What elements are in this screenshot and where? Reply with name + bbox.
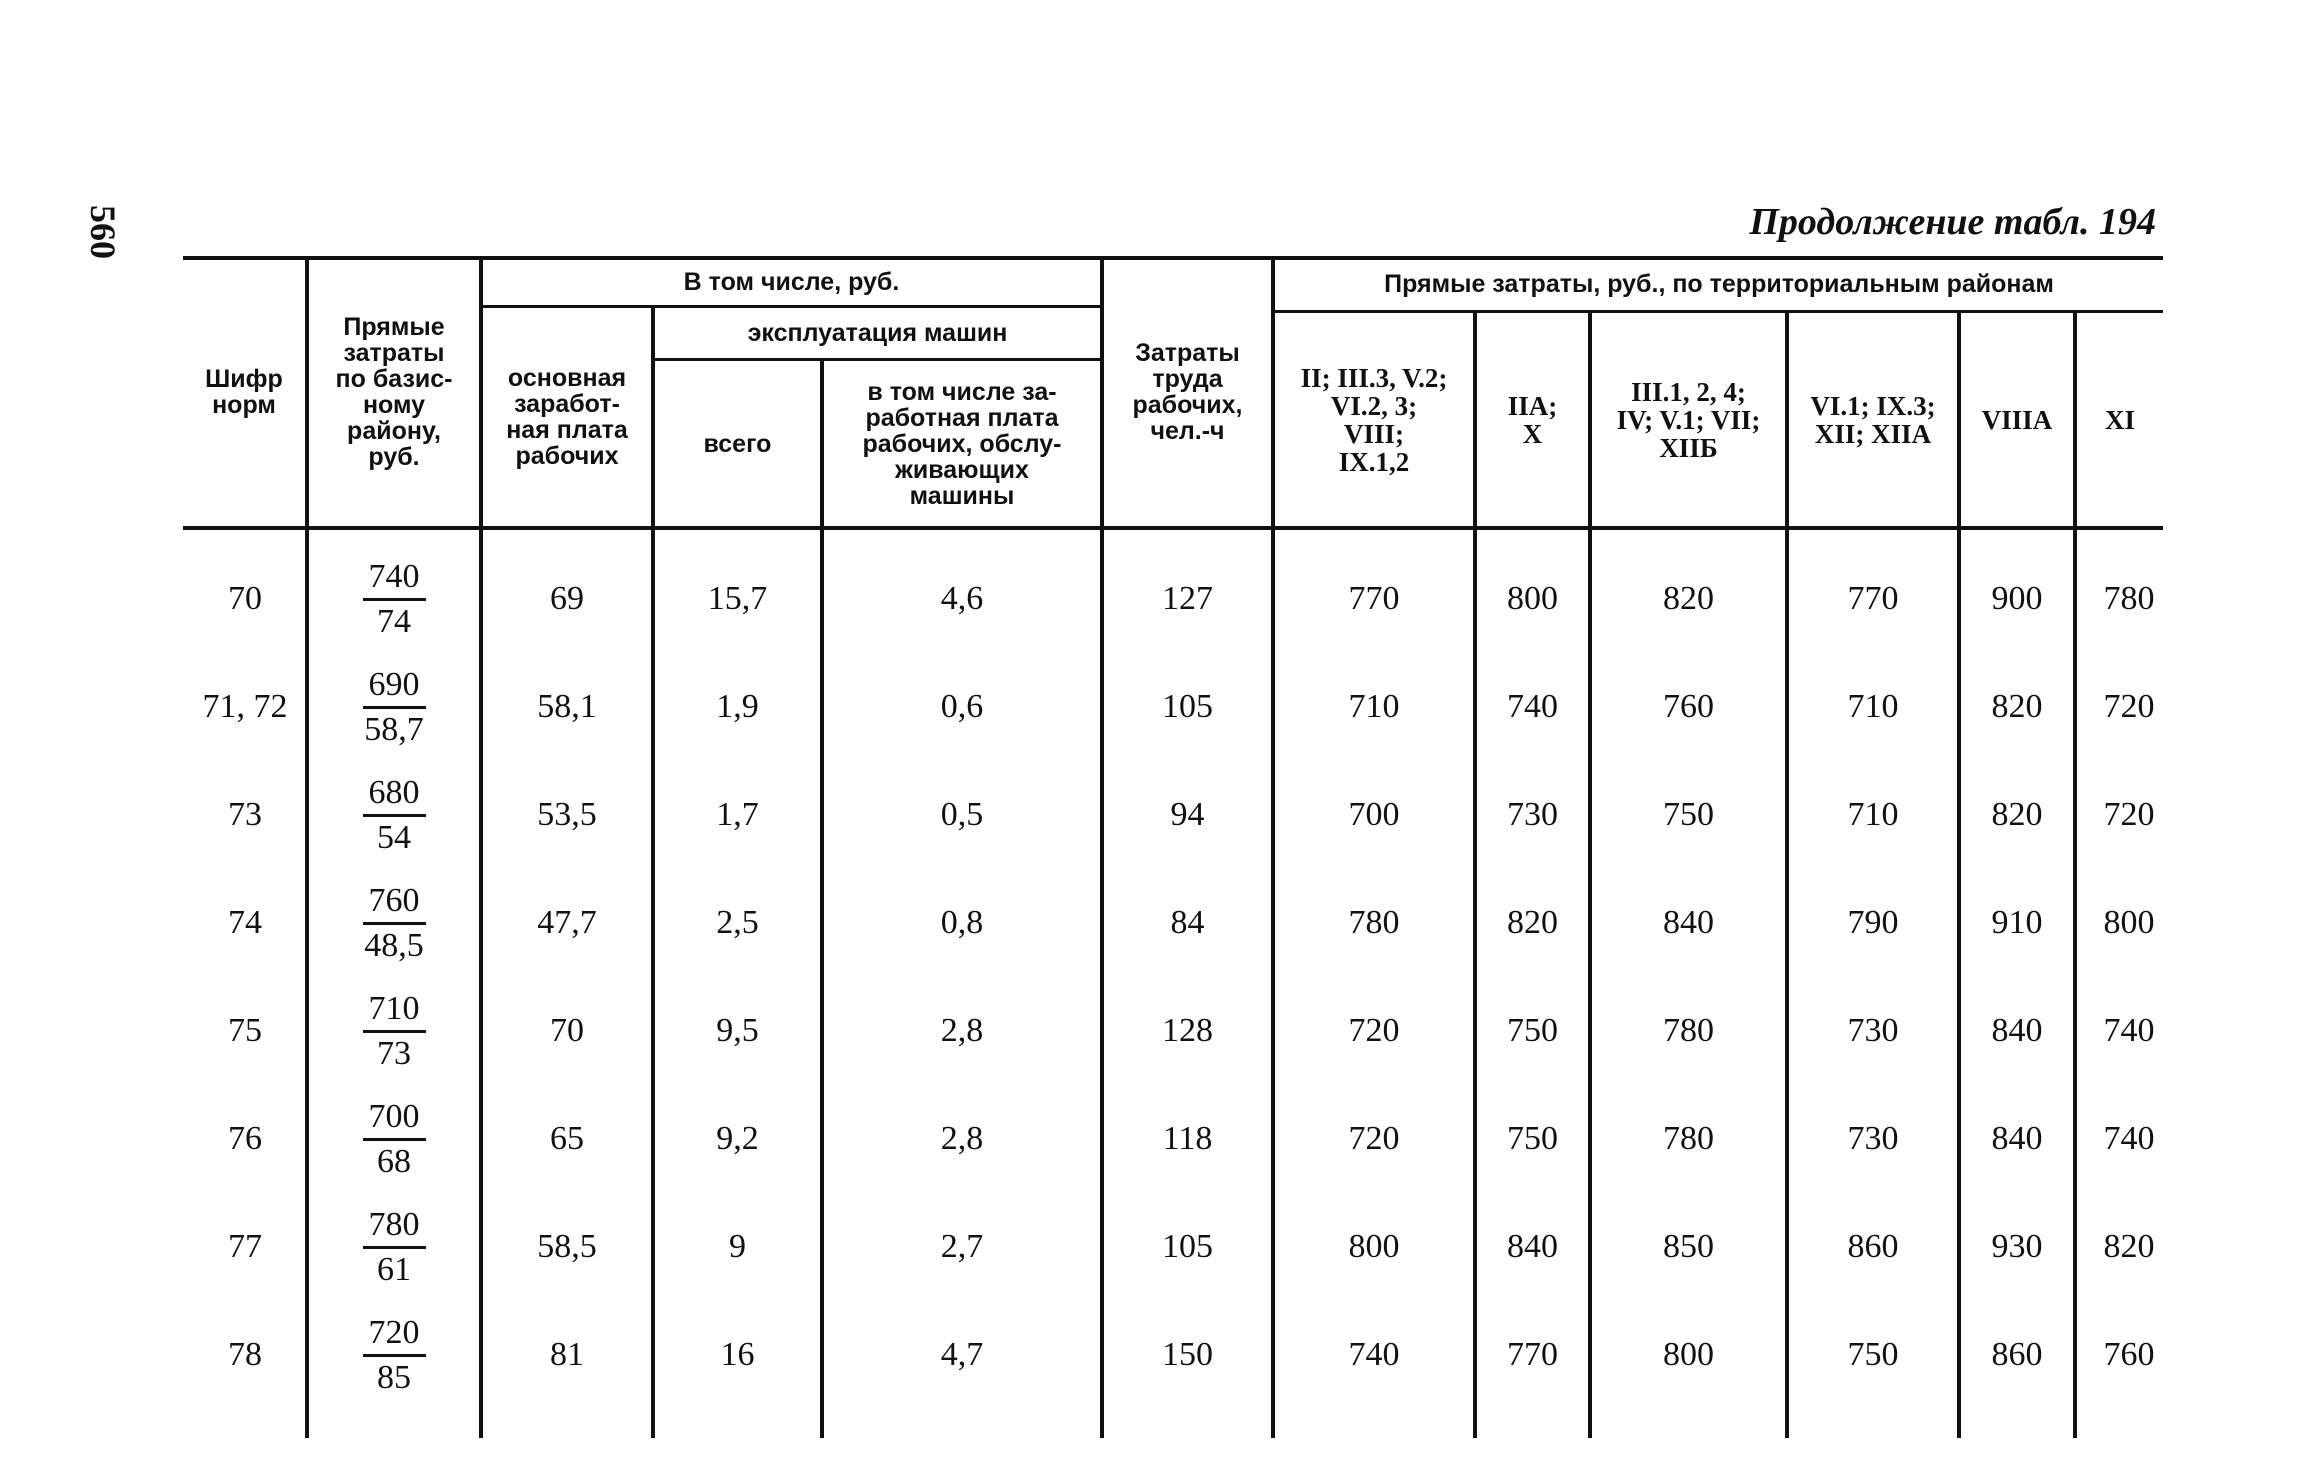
row-direct-base [307,869,481,977]
fraction-numerator: 780 [363,1204,426,1249]
table-row [183,653,2183,761]
row-region-6: 800 [2103,904,2155,941]
row-direct-base [307,1085,481,1193]
row-code: 70 [228,580,262,617]
table-row [183,1193,2183,1301]
row-basic-wage: 65 [550,1120,584,1157]
row-machine-total: 9 [729,1228,746,1265]
row-machine-total: 9,5 [716,1012,759,1049]
fraction-denominator: 74 [377,602,411,640]
row-region-1: 700 [1348,796,1400,833]
row-labor: 105 [1162,688,1213,725]
header-region-6: XI [2104,404,2135,435]
row-region-4: 790 [1847,904,1899,941]
row-machine-total: 15,7 [707,580,768,617]
row-machine-wage: 2,7 [940,1228,984,1265]
data-table [183,545,2183,1409]
row-region-5: 910 [1991,904,2043,941]
row-region-4: 710 [1847,688,1899,725]
row-region-2: 730 [1507,796,1558,833]
row-region-1: 780 [1348,904,1400,941]
row-region-4: 770 [1847,580,1899,617]
row-region-6: 780 [2103,580,2155,617]
table-row [183,1301,2183,1409]
row-labor: 128 [1162,1012,1213,1049]
header-region-5: VIIIА [1981,404,2053,435]
direct-base-fraction [363,1312,426,1399]
row-region-5: 860 [1991,1336,2043,1373]
row-basic-wage: 69 [550,580,584,617]
row-basic-wage: 70 [550,1012,584,1049]
fraction-numerator: 740 [363,556,426,601]
row-region-5: 840 [1991,1012,2043,1049]
row-basic-wage: 53,5 [537,796,597,833]
row-basic-wage: 58,1 [537,688,597,725]
row-region-6: 720 [2103,796,2155,833]
row-machine-total: 16 [720,1336,755,1373]
fraction-denominator: 85 [377,1358,411,1396]
direct-base-fraction [363,988,426,1075]
row-machine-wage: 4,7 [940,1336,984,1373]
table-row [183,1085,2183,1193]
row-region-3: 750 [1663,796,1714,833]
row-region-5: 840 [1991,1120,2043,1157]
row-region-4: 750 [1847,1336,1899,1373]
direct-base-fraction [363,1204,426,1291]
table-row [183,977,2183,1085]
fraction-denominator: 48,5 [364,926,424,964]
header-machine-wage: в том числе за- работная плата рабочих, обслу- живающих машины [862,377,1062,510]
row-region-5: 820 [1991,796,2043,833]
header-region-1: II; III.3, V.2; VI.2, 3; VIII; IX.1,2 [1300,362,1448,477]
row-code: 77 [228,1228,262,1265]
direct-base-fraction [358,664,430,751]
fraction-denominator: 73 [377,1034,411,1072]
row-region-1: 710 [1348,688,1400,725]
row-machine-total: 2,5 [716,904,759,941]
fraction-denominator: 61 [377,1250,411,1288]
header-regions-title: Прямые затраты, руб., по территориальным районам [1384,270,2054,298]
row-code: 74 [228,904,262,941]
row-region-3: 820 [1663,580,1714,617]
header-code: Шифр норм [205,365,283,419]
row-labor: 94 [1170,796,1205,833]
row-basic-wage: 47,7 [537,904,597,941]
fraction-numerator: 760 [363,880,426,925]
fraction-numerator: 700 [363,1096,426,1141]
row-region-6: 740 [2103,1012,2155,1049]
row-machine-wage: 2,8 [940,1120,984,1157]
direct-base-fraction [363,1096,426,1183]
row-region-5: 930 [1991,1228,2043,1265]
header-region-4: VI.1; IX.3; XII; XIIА [1810,390,1936,449]
row-region-2: 750 [1507,1012,1558,1049]
header-direct-base: Прямые затраты по базис- ному району, руб. [335,313,453,471]
row-region-4: 730 [1847,1012,1899,1049]
header-region-2: IIА; X [1507,390,1558,449]
row-machine-wage: 4,6 [940,580,984,617]
header-machine-total: всего [703,429,772,458]
row-region-6: 760 [2103,1336,2155,1373]
direct-base-fraction [363,556,426,643]
table-row [183,545,2183,653]
row-labor: 118 [1162,1120,1213,1157]
row-machine-total: 1,7 [716,796,759,833]
header-including: В том числе, руб. [683,267,900,296]
row-region-3: 840 [1663,904,1714,941]
row-direct-base [307,545,481,653]
row-code: 78 [228,1336,262,1373]
row-machine-wage: 0,8 [940,904,984,941]
row-labor: 84 [1170,904,1205,941]
row-region-4: 710 [1847,796,1899,833]
row-region-6: 720 [2103,688,2155,725]
fraction-denominator: 54 [377,818,411,856]
page-number: 560 [83,205,123,259]
fraction-denominator: 68 [377,1142,411,1180]
row-direct-base [307,761,481,869]
row-region-2: 750 [1507,1120,1558,1157]
header-region-3: III.1, 2, 4; IV; V.1; VII; XIIБ [1616,376,1761,463]
row-region-6: 740 [2103,1120,2155,1157]
row-direct-base [307,1301,481,1409]
row-region-3: 780 [1663,1012,1714,1049]
row-basic-wage: 58,5 [537,1228,597,1265]
row-region-3: 780 [1663,1120,1714,1157]
row-region-3: 760 [1663,688,1714,725]
row-direct-base [307,1193,481,1301]
row-code: 73 [228,796,262,833]
row-machine-wage: 2,8 [940,1012,984,1049]
row-region-2: 740 [1507,688,1558,725]
header-machine-operation: эксплуатация машин [747,319,1008,347]
row-region-1: 720 [1348,1012,1400,1049]
row-machine-total: 9,2 [716,1120,759,1157]
row-basic-wage: 81 [550,1336,584,1373]
row-region-1: 770 [1348,580,1400,617]
row-region-6: 820 [2103,1228,2155,1265]
row-labor: 127 [1162,580,1213,617]
row-machine-wage: 0,5 [940,796,984,833]
fraction-numerator: 720 [363,1312,426,1357]
table-row [183,869,2183,977]
row-machine-wage: 0,6 [940,688,984,725]
row-region-3: 850 [1663,1228,1714,1265]
row-region-1: 800 [1348,1228,1400,1265]
row-region-2: 800 [1507,580,1558,617]
row-region-4: 860 [1847,1228,1899,1265]
fraction-numerator: 690 [363,664,426,709]
row-region-1: 720 [1348,1120,1400,1157]
row-direct-base [307,977,481,1085]
fraction-numerator: 680 [363,772,426,817]
row-region-2: 820 [1507,904,1558,941]
row-code: 76 [228,1120,262,1157]
row-region-5: 820 [1991,688,2043,725]
row-region-5: 900 [1991,580,2043,617]
row-region-2: 840 [1507,1228,1558,1265]
header-basic-wage: основная заработ- ная плата рабочих [506,364,628,470]
row-region-2: 770 [1507,1336,1558,1373]
row-region-1: 740 [1348,1336,1400,1373]
fraction-denominator: 58,7 [364,710,424,748]
fraction-numerator: 710 [363,988,426,1033]
row-region-3: 800 [1663,1336,1714,1373]
header-labor: Затраты труда рабочих, чел.-ч [1132,339,1243,445]
row-labor: 150 [1162,1336,1213,1373]
row-code: 71, 72 [202,688,288,725]
row-code: 75 [228,1012,262,1049]
direct-base-fraction [358,880,430,967]
row-machine-total: 1,9 [716,688,759,725]
row-labor: 105 [1162,1228,1213,1265]
direct-base-fraction [363,772,426,859]
table-row [183,761,2183,869]
table-continuation-title: Продолжение табл. 194 [1749,201,2156,243]
row-direct-base [307,653,481,761]
row-region-4: 730 [1847,1120,1899,1157]
